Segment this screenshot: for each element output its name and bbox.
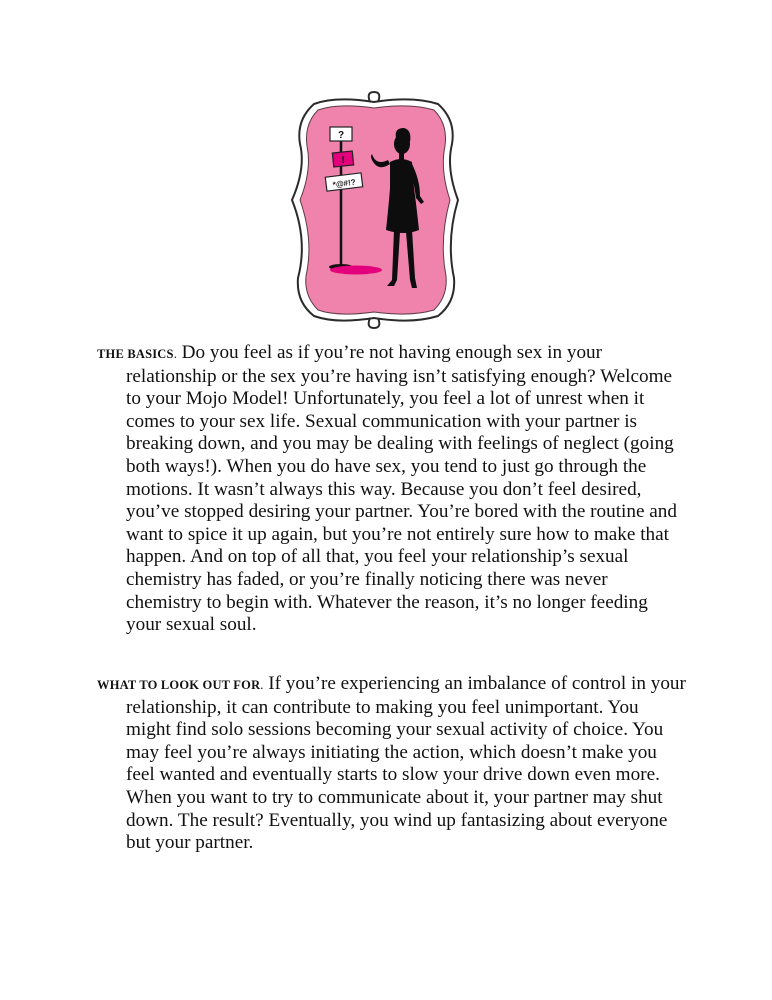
section-label-the-basics: THE BASICS xyxy=(97,347,174,361)
frame-bottom-loop xyxy=(369,318,380,328)
illustration-graphic xyxy=(286,90,466,330)
mojo-model-illustration xyxy=(286,90,466,330)
section-body-the-basics: Do you feel as if you’re not having enough sex in your relationship or the sex you’re having isn’t satisfying enough? Welcome to your Mojo Model! Unfortunately, you feel a lot of unrest when it comes to your sex life. Sexual communication with your partner is breaking down, and you may be dealing with feelings of neglect (going both ways!). When you do have sex, you tend to just go through the motions. It wasn’t always this way. Because you don’t feel desired, you’ve stopped desiring your partner. You’re bored with the routine and want to spice it up again, but you’re not entirely sure how to make that happen. And on top of all that, you feel your relationship’s sexual chemistry has faded, or you’re finally noticing there was never chemistry to begin with. Whatever the reason, it’s no longer feeding your sexual soul. xyxy=(126,342,677,636)
svg-text:?: ? xyxy=(337,130,345,141)
label-period: . xyxy=(173,347,177,361)
pink-shadow xyxy=(330,266,382,275)
label-period: . xyxy=(260,678,264,692)
svg-text:!: ! xyxy=(341,155,345,166)
section-what-to-look-out-for xyxy=(97,673,687,855)
sign-question xyxy=(330,127,352,141)
frame-fill xyxy=(300,106,450,314)
frame-top-loop xyxy=(369,92,380,102)
section-label-what-to-look-out-for: WHAT TO LOOK OUT FOR xyxy=(97,678,261,692)
sign-exclamation xyxy=(332,151,353,167)
svg-text:*@#!?: *@#!? xyxy=(332,177,357,190)
section-body-what-to-look-out-for: If you’re experiencing an imbalance of control in your relationship, it can contribute to making you feel unimportant. You might find solo sessions becoming your sexual activity of choice. You may feel you’re always initiating the action, which doesn’t make you feel wanted and eventually starts to slow your drive down even more. When you want to try to communicate about it, your partner may shut down. The result? Eventually, you wind up fantasizing about everyone but your partner. xyxy=(126,673,686,854)
section-the-basics xyxy=(97,342,687,637)
